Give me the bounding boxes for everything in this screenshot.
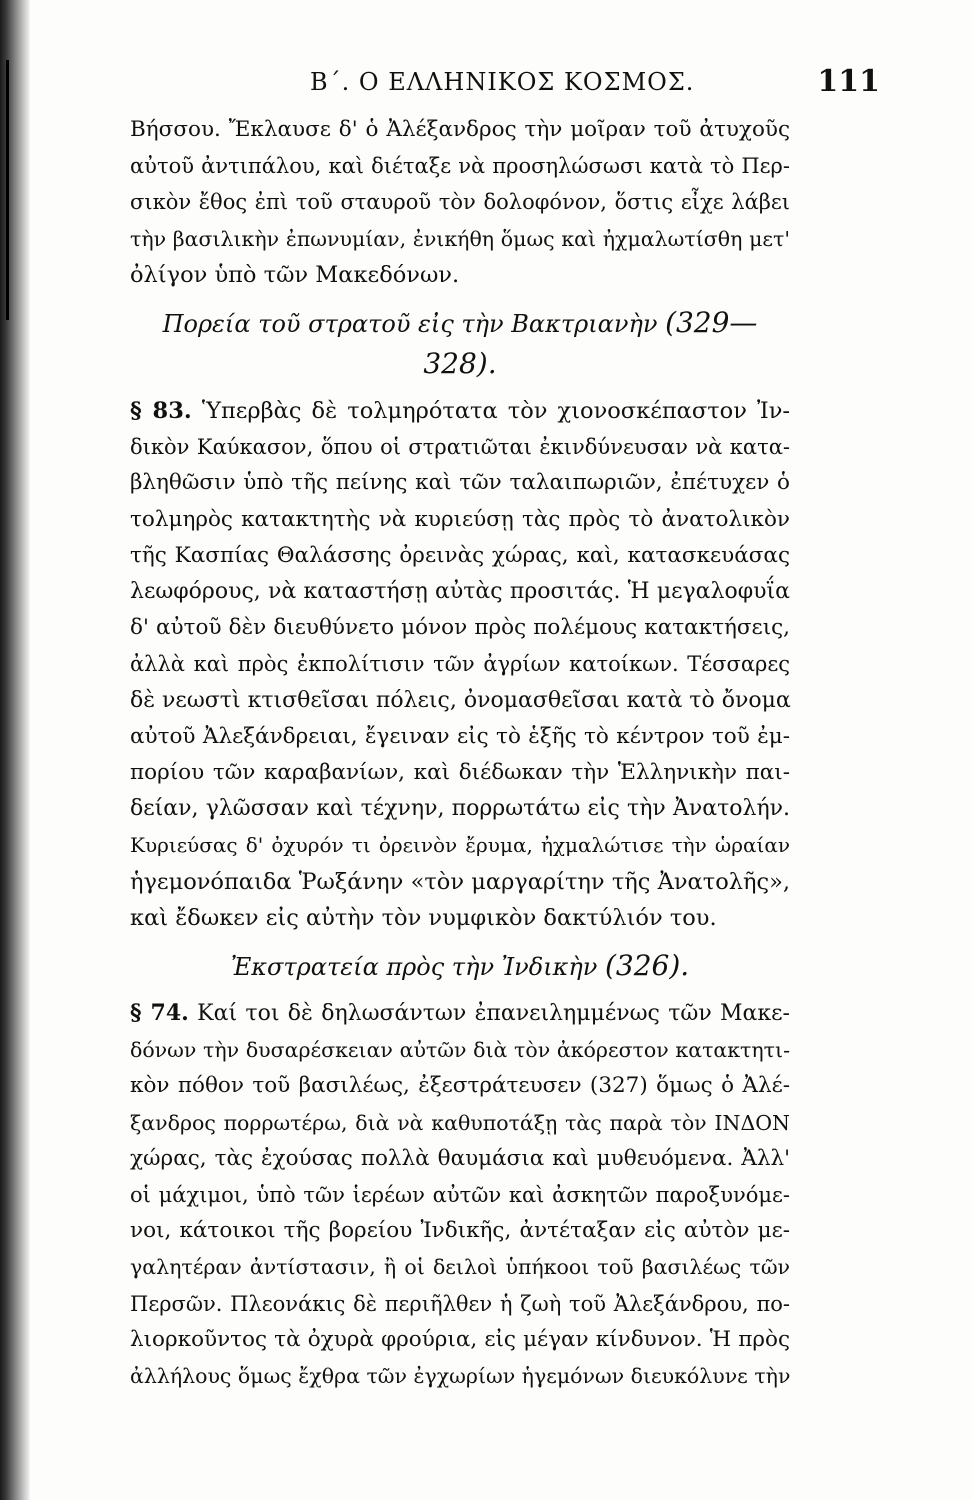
text-line: λεωφόρους, νὰ καταστήσῃ αὐτὰς προσιτάς. Ἡ μεγαλοφυΐα [130,579,790,605]
heading-dates: (326). [604,949,690,983]
text-line: δὲ νεωστὶ κτισθεῖσαι πόλεις, ὀνομασθεῖσαι κατὰ τὸ ὄνομα [130,687,791,713]
text-line: δικὸν Καύκασον, ὅπου οἱ στρατιῶται ἐκινδύνευσαν νὰ κατα- [130,435,790,460]
heading-text: Ἐκστρατεία πρὸς τὴν Ἰνδικὴν [230,953,598,982]
text-line: τολμηρὸς κατακτητὴς νὰ κυριεύσῃ τὰς πρὸς τὸ ἀνατολικὸν [130,506,790,532]
text-line: ἡγεμονόπαιδα Ῥωξάνην «τὸν μαργαρίτην τῆς Ἀνατολῆς», [130,868,790,895]
text-line: αὐτοῦ Ἀλεξάνδρειαι, ἔγειναν εἰς τὸ ἑξῆς τὸ κέντρον τοῦ ἐμ- [130,723,790,749]
heading-text: Πορεία τοῦ στρατοῦ εἰς τὴν Βακτριανὴν [162,310,658,339]
section-heading-bactria [130,303,790,385]
text-line: δ' αὐτοῦ δὲν διευθύνετο μόνον πρὸς πολέμους κατακτήσεις, [130,615,790,641]
text-line: δόνων τὴν δυσαρέσκειαν αὐτῶν διὰ τὸν ἀκόρεστον κατακτητι- [130,1038,790,1063]
paragraph-2 [130,393,790,936]
text-line: χώρας, τὰς ἐχούσας πολλὰ θαυμάσια καὶ μυθευόμενα. Ἀλλ' [130,1145,790,1171]
paragraph-1 [130,112,790,293]
text-line: τῆς Κασπίας Θαλάσσης ὀρεινὰς χώρας, καὶ, κατασκευάσας [130,542,790,568]
book-spine-shadow [0,0,30,1500]
text-line: § 83. Ὑπερβὰς δὲ τολμηρότατα τὸν χιονοσκέπαστον Ἰν- [130,398,790,425]
text-line: § 74. Καί τοι δὲ δηλωσάντων ἐπανειλημμένως τῶν Μακε- [130,1000,790,1027]
section-number: § 74. [130,1000,189,1027]
text-line: Κυριεύσας δ' ὀχυρόν τι ὀρεινὸν ἔρυμα, ἠχμαλώτισε τὴν ὡραίαν [130,833,790,858]
text-line: καὶ ἔδωκεν εἰς αὐτὴν τὸν νυμφικὸν δακτύλιόν του. [130,904,717,931]
text-line: Βήσσου. Ἔκλαυσε δ' ὁ Ἀλέξανδρος τὴν μοῖραν τοῦ ἀτυχοῦς [130,117,790,142]
text-line: νοι, κάτοικοι τῆς βορείου Ἰνδικῆς, ἀντέταξαν εἰς αὐτὸν με- [130,1218,790,1244]
text-line: πορίου τῶν καραβανίων, καὶ διέδωκαν τὴν Ἑλληνικὴν παι- [130,760,790,786]
text-line: ὀλίγον ὑπὸ τῶν Μακεδόνων. [130,261,460,288]
text-line: βληθῶσιν ὑπὸ τῆς πείνης καὶ τῶν ταλαιπωριῶν, ἐπέτυχεν ὁ [130,470,790,496]
page-number: 111 [817,64,880,99]
section-heading-india [130,946,790,987]
running-title: Β΄. Ο ΕΛΛΗΝΙΚΟΣ ΚΟΣΜΟΣ. [310,68,695,96]
section-number: § 83. [130,398,192,425]
text-line: ξανδρος πορρωτέρω, διὰ νὰ καθυποτάξῃ τὰς παρὰ τὸν ΙΝΔΟΝ [130,1110,790,1135]
text-line: Περσῶν. Πλεονάκις δὲ περιῆλθεν ἡ ζωὴ τοῦ Ἀλεξάνδρου, πο- [130,1291,790,1316]
text-line: δείαν, γλῶσσαν καὶ τέχνην, πορρωτάτω εἰς τὴν Ἀνατολήν. [130,796,790,822]
page-header [120,62,880,102]
paragraph-3 [130,995,790,1394]
text-line: ἀλλήλους ὅμως ἔχθρα τῶν ἐγχωρίων ἡγεμόνων διευκόλυνε τὴν [130,1364,791,1389]
text-line: τὴν βασιλικὴν ἐπωνυμίαν, ἐνικήθη ὅμως καὶ ἠχμαλωτίσθη μετ' [130,226,790,251]
text-line: λιορκοῦντος τὰ ὀχυρὰ φρούρια, εἰς μέγαν κίνδυνον. Ἡ πρὸς [130,1326,790,1352]
heading-dates: (329—328). [423,306,758,381]
text-line: αὐτοῦ ἀντιπάλου, καὶ διέταξε νὰ προσηλώσωσι κατὰ τὸ Περ- [130,154,790,179]
text-line: ἀλλὰ καὶ πρὸς ἐκπολίτισιν τῶν ἀγρίων κατοίκων. Τέσσαρες [130,652,790,677]
text-line: σικὸν ἔθος ἐπὶ τοῦ σταυροῦ τὸν δολοφόνον, ὅστις εἶχε λάβει [130,190,790,215]
text-line: κὸν πόθον τοῦ βασιλέως, ἐξεστράτευσεν (327) ὅμως ὁ Ἀλέ- [130,1073,790,1099]
text-line: οἱ μάχιμοι, ὑπὸ τῶν ἱερέων αὐτῶν καὶ ἀσκητῶν παροξυνόμε- [130,1183,790,1208]
body-text [130,112,790,1394]
text-line: γαλητέραν ἀντίστασιν, ἢ οἱ δειλοὶ ὑπήκοοι τοῦ βασιλέως τῶν [130,1255,790,1280]
